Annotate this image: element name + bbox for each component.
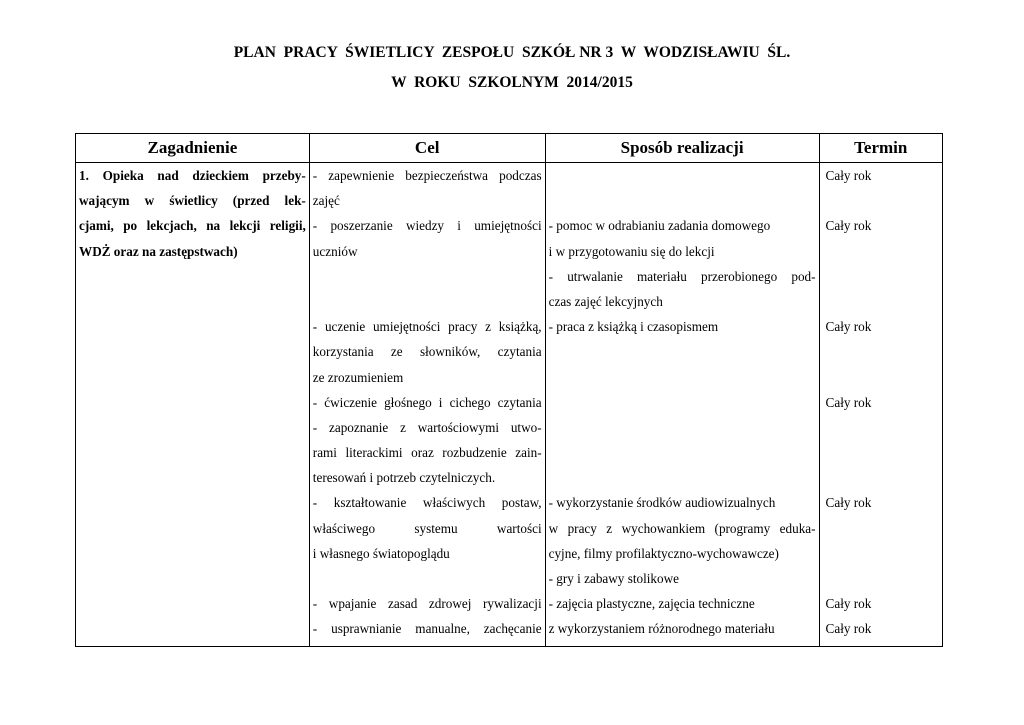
cell-line: cyjne, filmy profilaktyczno-wychowawcze) <box>548 545 779 561</box>
cell-zagadnienie <box>76 163 310 647</box>
cell-line: teresowań i potrzeb czytelniczych. <box>312 470 496 486</box>
cell-line: - wykorzystanie środków audiowizualnych <box>548 495 776 511</box>
cell-line <box>823 343 939 368</box>
cell-line <box>549 444 816 469</box>
cell-line <box>823 243 939 268</box>
cell-line: uczniów <box>312 243 358 259</box>
table-header-row <box>76 134 943 163</box>
cell-sposob-realizacji <box>545 163 819 647</box>
cell-line <box>549 343 816 368</box>
cell-line: - utrwalanie materiału przerobionego pod- <box>548 268 816 284</box>
cell-line <box>313 293 542 318</box>
cell-line: Cały rok <box>825 495 872 511</box>
cell-line: cjami, po lekcjach, na lekcji religii, <box>79 218 306 234</box>
cell-line: ze zrozumieniem <box>312 369 404 385</box>
table-row <box>76 163 943 647</box>
cell-line <box>823 369 939 394</box>
cell-line: czas zajęć lekcyjnych <box>548 293 663 309</box>
cell-line: - zajęcia plastyczne, zajęcia techniczne <box>548 596 755 612</box>
cell-line: Cały rok <box>825 394 872 410</box>
cell-line <box>823 192 939 217</box>
header-zagadnienie: Zagadnienie <box>76 134 310 163</box>
cell-line <box>313 570 542 595</box>
document-subtitle: W ROKU SZKOLNYM 2014/2015 <box>391 74 633 91</box>
cell-line: - pomoc w odrabianiu zadania domowego <box>548 218 771 234</box>
cell-line: rami literackimi oraz rozbudzenie zain- <box>312 445 542 461</box>
cell-line: - zapoznanie z wartościowymi utwo- <box>312 419 542 435</box>
cell-line <box>823 469 939 494</box>
cell-line <box>823 293 939 318</box>
cell-line <box>549 167 816 192</box>
plan-table <box>75 133 943 647</box>
cell-line: - uczenie umiejętności pracy z książką, <box>312 319 542 335</box>
cell-line <box>823 419 939 444</box>
cell-line: Cały rok <box>825 168 872 183</box>
cell-line <box>823 520 939 545</box>
cell-line <box>549 369 816 394</box>
cell-line: Cały rok <box>825 621 872 637</box>
header-termin: Termin <box>819 134 942 163</box>
cell-line: - zapewnienie bezpieczeństwa podczas <box>312 168 542 183</box>
cell-line <box>549 192 816 217</box>
cell-line: i w przygotowaniu się do lekcji <box>548 243 715 259</box>
header-sposob-realizacji: Sposób realizacji <box>545 134 819 163</box>
cell-line <box>313 268 542 293</box>
cell-line <box>823 570 939 595</box>
cell-line: - wpajanie zasad zdrowej rywalizacji <box>312 596 542 612</box>
cell-line <box>549 394 816 419</box>
cell-line: - ćwiczenie głośnego i cichego czytania <box>312 394 542 410</box>
cell-line: - praca z książką i czasopismem <box>548 319 719 335</box>
cell-termin <box>819 163 942 647</box>
cell-line: 1. Opieka nad dzieckiem przeby- <box>79 168 306 183</box>
cell-line: - usprawnianie manualne, zachęcanie <box>312 621 542 637</box>
cell-line: - kształtowanie właściwych postaw, <box>312 495 542 511</box>
cell-line: właściwego systemu wartości <box>312 520 542 536</box>
cell-line <box>823 545 939 570</box>
cell-line: wającym w świetlicy (przed lek- <box>79 193 306 209</box>
cell-line <box>549 419 816 444</box>
document-title: PLAN PRACY ŚWIETLICY ZESPOŁU SZKÓŁ NR 3 W WODZISŁAWIU ŚL. <box>233 44 791 61</box>
cell-line: - poszerzanie wiedzy i umiejętności <box>312 218 542 234</box>
cell-cel <box>309 163 545 647</box>
cell-line: w pracy z wychowankiem (programy eduka- <box>548 520 816 536</box>
cell-line <box>549 469 816 494</box>
cell-line: - gry i zabawy stolikowe <box>548 571 679 586</box>
cell-line: Cały rok <box>825 596 872 612</box>
cell-line: korzystania ze słowników, czytania <box>312 344 542 360</box>
cell-line <box>823 268 939 293</box>
cell-line: WDŻ oraz na zastępstwach) <box>79 243 238 259</box>
cell-line: zajęć <box>312 193 340 209</box>
cell-line <box>823 444 939 469</box>
cell-line: z wykorzystaniem różnorodnego materiału <box>548 621 775 637</box>
cell-line: Cały rok <box>825 319 872 335</box>
header-cel: Cel <box>309 134 545 163</box>
cell-line: i własnego światopoglądu <box>312 545 450 561</box>
cell-line: Cały rok <box>825 218 872 234</box>
